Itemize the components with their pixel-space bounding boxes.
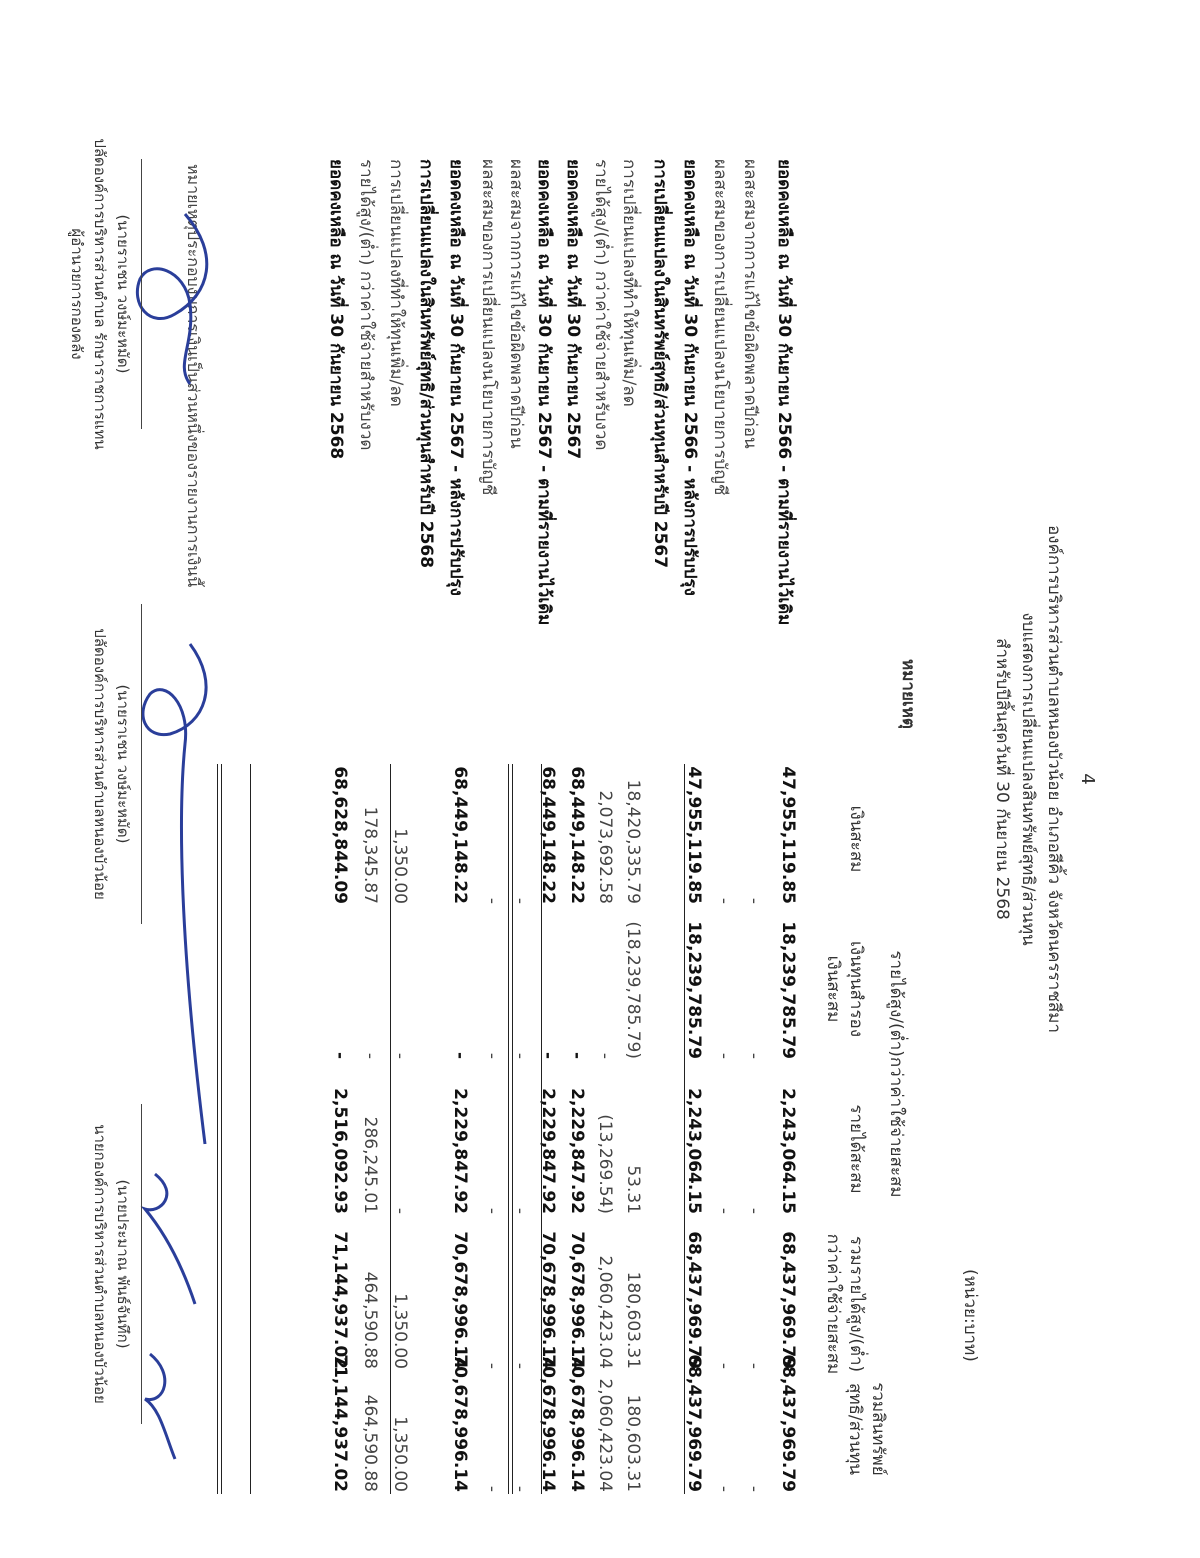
row-label: ผลสะสมของการเปลี่ยนแปลงนโยบายการบัญชี bbox=[478, 159, 498, 496]
col-group-header: รายได้สูง/(ต่ำ)กว่าค่าใช้จ่ายสะสม bbox=[886, 950, 906, 1198]
signature-line bbox=[141, 604, 142, 924]
row-value: 68,437,969.79 bbox=[778, 1354, 798, 1492]
row-value: 180,603.31 bbox=[623, 1394, 643, 1492]
rotated-statement-sheet bbox=[50, 64, 1150, 1494]
signature-line bbox=[141, 1104, 142, 1424]
row-value: - bbox=[482, 1207, 502, 1214]
col-total-net-assets-line1: รวมสินทรัพย์ bbox=[868, 1382, 888, 1476]
row-value: 1,350.00 bbox=[390, 1293, 410, 1369]
row-value: - bbox=[482, 897, 502, 904]
handwritten-signatures bbox=[50, 64, 1150, 1494]
row-value: 2,243,064.15 bbox=[684, 1088, 704, 1214]
row-value: 70,678,996.14 bbox=[567, 1231, 587, 1369]
signer-2-title: ปลัดองค์การบริหารส่วนตำบลหนองบัวน้อย bbox=[91, 628, 109, 900]
row-label: ผลสะสมจากการแก้ไขข้อผิดพลาดปีก่อน bbox=[506, 159, 526, 449]
row-value: 47,955,119.85 bbox=[684, 766, 704, 904]
signature-3b bbox=[145, 1354, 175, 1459]
row-value: 180,603.31 bbox=[623, 1271, 643, 1369]
row-value: 1,350.00 bbox=[390, 828, 410, 904]
row-value: 53.31 bbox=[623, 1165, 643, 1214]
row-value: - bbox=[482, 1052, 502, 1059]
row-value: - bbox=[450, 1051, 470, 1059]
row-value: 2,073,692.58 bbox=[595, 790, 615, 904]
row-value: 18,420,335.79 bbox=[623, 779, 643, 904]
row-value: - bbox=[510, 1362, 530, 1369]
row-value: 18,239,785.79 bbox=[684, 921, 704, 1059]
row-label: ยอดคงเหลือ ณ วันที่ 30 กันยายน 2566 - หลังการปรับปรุง bbox=[680, 159, 700, 596]
row-value: - bbox=[714, 1362, 734, 1369]
row-value: - bbox=[330, 1051, 350, 1059]
row-value: 47,955,119.85 bbox=[778, 766, 798, 904]
row-label: การเปลี่ยนแปลงที่ทำให้ทุนเพิ่ม/ลด bbox=[386, 159, 406, 407]
row-label: การเปลี่ยนแปลงในสินทรัพย์สุทธิ/ส่วนทุนสำหรับปี 2567 bbox=[650, 159, 670, 569]
row-value: (13,269.54) bbox=[595, 1114, 615, 1214]
row-label: ยอดคงเหลือ ณ วันที่ 30 กันยายน 2567 - ตามที่รายงานไว้เดิม bbox=[534, 159, 554, 626]
row-value: 68,449,148.22 bbox=[538, 766, 558, 904]
row-value: - bbox=[744, 1207, 764, 1214]
row-value: 68,628,844.09 bbox=[330, 766, 350, 904]
row-value: - bbox=[714, 1052, 734, 1059]
row-value: 70,678,996.14 bbox=[538, 1231, 558, 1369]
col-note: หมายเหตุ bbox=[898, 659, 918, 729]
signature-3a bbox=[145, 1174, 195, 1304]
unit-label: (หน่วย:บาท) bbox=[960, 1269, 980, 1362]
row-value: - bbox=[482, 1362, 502, 1369]
signer-1-name: (นายราเชน วงษ์มะหมัด) bbox=[114, 214, 132, 374]
org-title: องค์การบริหารส่วนตำบลหนองบัวน้อย อำเภอสีคิ้ว จังหวัดนครราชสีมา bbox=[1044, 524, 1064, 1034]
row-value: - bbox=[714, 1207, 734, 1214]
row-value: 71,144,937.02 bbox=[330, 1354, 350, 1492]
row-value: - bbox=[510, 897, 530, 904]
row-value: - bbox=[744, 897, 764, 904]
row-value: 70,678,996.14 bbox=[538, 1354, 558, 1492]
row-value: 68,437,969.79 bbox=[778, 1231, 798, 1369]
row-value: - bbox=[510, 1052, 530, 1059]
row-value: 70,678,996.14 bbox=[567, 1354, 587, 1492]
row-value: - bbox=[390, 1207, 410, 1214]
row-value: - bbox=[714, 1485, 734, 1492]
col-accumulated-revenue: รายได้สะสม bbox=[846, 1104, 866, 1194]
row-value: - bbox=[714, 897, 734, 904]
row-value: 464,590.88 bbox=[360, 1394, 380, 1492]
col-reserve-funds-line1: เงินทุนสำรอง bbox=[846, 940, 866, 1038]
row-value: - bbox=[595, 1052, 615, 1059]
row-label: ยอดคงเหลือ ณ วันที่ 30 กันยายน 2567 - หลังการปรับปรุง bbox=[446, 159, 466, 596]
row-value: - bbox=[360, 1052, 380, 1059]
row-value: 70,678,996.14 bbox=[450, 1231, 470, 1369]
col-total-net-assets-line2: สุทธิ/ส่วนทุน bbox=[845, 1382, 865, 1476]
row-value: - bbox=[510, 1485, 530, 1492]
footnote: หมายเหตุประกอบงบการเงินเป็นส่วนหนึ่งของรายงานการเงินนี้ bbox=[184, 164, 203, 588]
row-value: 2,243,064.15 bbox=[778, 1088, 798, 1214]
statement-title: งบแสดงการเปลี่ยนแปลงสินทรัพย์สุทธิ/ส่วนทุน bbox=[1018, 612, 1038, 946]
page-number: 4 bbox=[1077, 773, 1098, 785]
signer-3-title: นายกองค์การบริหารส่วนตำบลหนองบัวน้อย bbox=[91, 1124, 109, 1404]
row-value: - bbox=[744, 1485, 764, 1492]
row-value: 68,449,148.22 bbox=[450, 766, 470, 904]
row-value: 71,144,937.02 bbox=[330, 1231, 350, 1369]
row-label: ยอดคงเหลือ ณ วันที่ 30 กันยายน 2566 - ตามที่รายงานไว้เดิม bbox=[774, 159, 794, 626]
period-title: สำหรับปีสิ้นสุดวันที่ 30 กันยายน 2568 bbox=[992, 638, 1012, 920]
row-label: การเปลี่ยนแปลงที่ทำให้ทุนเพิ่ม/ลด bbox=[619, 159, 639, 407]
row-value: 178,345.87 bbox=[360, 806, 380, 904]
row-label: ยอดคงเหลือ ณ วันที่ 30 กันยายน 2568 bbox=[326, 159, 346, 460]
row-label: ผลสะสมของการเปลี่ยนแปลงนโยบายการบัญชี bbox=[710, 159, 730, 496]
row-value: - bbox=[744, 1052, 764, 1059]
row-value: - bbox=[538, 1051, 558, 1059]
row-value: 70,678,996.14 bbox=[450, 1354, 470, 1492]
row-value: 464,590.88 bbox=[360, 1271, 380, 1369]
signature-line bbox=[141, 159, 142, 429]
signer-1-title: ปลัดองค์การบริหารส่วนตำบล รักษาราชการแทน bbox=[91, 138, 109, 450]
row-value: (18,239,785.79) bbox=[623, 921, 643, 1059]
row-label: ยอดคงเหลือ ณ วันที่ 30 กันยายน 2567 bbox=[563, 159, 583, 460]
signature-2 bbox=[143, 644, 206, 1144]
row-value: 2,229,847.92 bbox=[567, 1088, 587, 1214]
row-value: 2,229,847.92 bbox=[538, 1088, 558, 1214]
row-value: - bbox=[482, 1485, 502, 1492]
row-value: - bbox=[567, 1051, 587, 1059]
row-value: - bbox=[390, 1052, 410, 1059]
signer-2-name: (นายราเชน วงษ์มะหมัด) bbox=[114, 684, 132, 844]
row-value: 286,245.01 bbox=[360, 1116, 380, 1214]
row-label: รายได้สูง/(ต่ำ) กว่าค่าใช้จ่ายสำหรับงวด bbox=[356, 159, 376, 451]
row-value: 2,060,423.04 bbox=[595, 1378, 615, 1492]
row-label: รายได้สูง/(ต่ำ) กว่าค่าใช้จ่ายสำหรับงวด bbox=[591, 159, 611, 451]
row-value: - bbox=[744, 1362, 764, 1369]
col-reserve-funds-line2: เงินสะสม bbox=[823, 955, 843, 1023]
signer-1-title-2: ผู้อำนวยการกองคลัง bbox=[68, 228, 86, 360]
row-value: 68,449,148.22 bbox=[567, 766, 587, 904]
signature-1 bbox=[137, 214, 206, 384]
row-value: 68,437,969.79 bbox=[684, 1231, 704, 1369]
row-value: 2,060,423.04 bbox=[595, 1255, 615, 1369]
row-value: 1,350.00 bbox=[390, 1416, 410, 1492]
col-total-surplus-line2: กว่าค่าใช้จ่ายสะสม bbox=[823, 1233, 843, 1375]
row-value: 2,516,092.93 bbox=[330, 1088, 350, 1214]
row-value: 2,229,847.92 bbox=[450, 1088, 470, 1214]
signer-3-name: (นายประมาณ พันธ์จันทึก) bbox=[114, 1179, 132, 1349]
row-value: 18,239,785.79 bbox=[778, 921, 798, 1059]
col-accumulated-funds: เงินสะสม bbox=[846, 805, 866, 873]
row-value: - bbox=[510, 1207, 530, 1214]
col-total-surplus-line1: รวมรายได้สูง/(ต่ำ) bbox=[846, 1235, 866, 1373]
row-label: การเปลี่ยนแปลงในสินทรัพย์สุทธิ/ส่วนทุนสำหรับปี 2568 bbox=[416, 159, 436, 569]
row-label: ผลสะสมจากการแก้ไขข้อผิดพลาดปีก่อน bbox=[740, 159, 760, 449]
row-value: 68,437,969.79 bbox=[684, 1354, 704, 1492]
